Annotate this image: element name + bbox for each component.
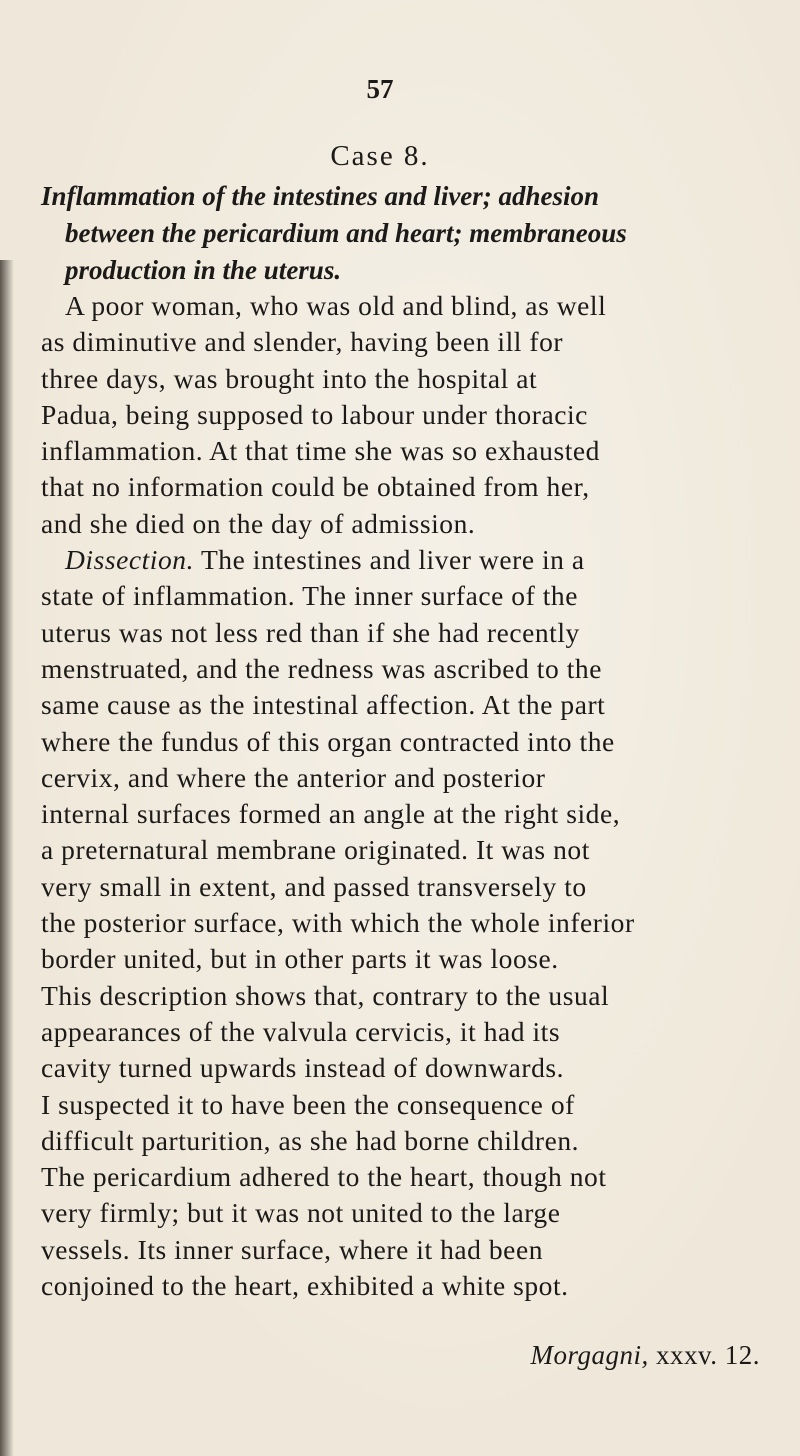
body-line: that no information could be obtained from her, (41, 471, 590, 503)
subtitle-line: Inflammation of the intestines and liver; adhesion (41, 181, 600, 211)
dissection-first-line-text: The intestines and liver were in a (194, 544, 585, 576)
body-line: cavity turned upwards instead of downwards. (41, 1052, 565, 1084)
subtitle-line: between the pericardium and heart; membraneous (65, 218, 627, 248)
body-line: where the fundus of this organ contracted into the (41, 725, 615, 757)
body-line: internal surfaces formed an angle at the right side, (41, 798, 621, 830)
body-line: difficult parturition, as she had borne children. (41, 1124, 580, 1156)
body-line: a preternatural membrane originated. It was not (41, 834, 590, 866)
page-gutter-shadow (0, 260, 14, 1456)
body-line: inflammation. At that time she was so exhausted (41, 435, 600, 467)
body-line: This description shows that, contrary to the usual (41, 979, 610, 1011)
body-line: vessels. Its inner surface, where it had been (41, 1233, 543, 1265)
case-heading (0, 140, 760, 173)
case-body (41, 288, 761, 1304)
citation-reference: xxxv. 12. (648, 1340, 760, 1370)
page-number: 57 (366, 74, 394, 104)
body-line: state of inflammation. The inner surface of the (41, 580, 578, 612)
body-line: three days, was brought into the hospital at (41, 362, 538, 394)
case-subtitle (41, 178, 761, 289)
body-line: cervix, and where the anterior and posterior (41, 761, 546, 793)
body-line: and she died on the day of admission. (41, 507, 476, 539)
body-line: conjoined to the heart, exhibited a white spot. (41, 1270, 569, 1302)
body-line: I suspected it to have been the consequence of (41, 1088, 575, 1120)
body-line: as diminutive and slender, having been ill for (41, 326, 564, 358)
body-line: menstruated, and the redness was ascribed to the (41, 652, 602, 684)
subtitle-line: production in the uterus. (65, 255, 342, 285)
body-line: border united, but in other parts it was loose. (41, 943, 559, 975)
body-line: Padua, being supposed to labour under thoracic (41, 398, 588, 430)
case-heading-text: Case 8. (330, 140, 430, 172)
body-line: same cause as the intestinal affection. At the part (41, 689, 606, 721)
body-line: The pericardium adhered to the heart, though not (41, 1161, 607, 1193)
citation (0, 1340, 760, 1371)
dissection-label: Dissection. (65, 544, 195, 576)
body-line: the posterior surface, with which the whole inferior (41, 907, 635, 939)
body-line: appearances of the valvula cervicis, it had its (41, 1015, 561, 1047)
body-line: very small in extent, and passed transversely to (41, 870, 587, 902)
citation-author: Morgagni, (530, 1340, 649, 1370)
dissection-first-line (41, 542, 761, 578)
body-line: uterus was not less red than if she had recently (41, 616, 580, 648)
body-line: very firmly; but it was not united to the large (41, 1197, 561, 1229)
body-line: A poor woman, who was old and blind, as well (65, 290, 607, 321)
